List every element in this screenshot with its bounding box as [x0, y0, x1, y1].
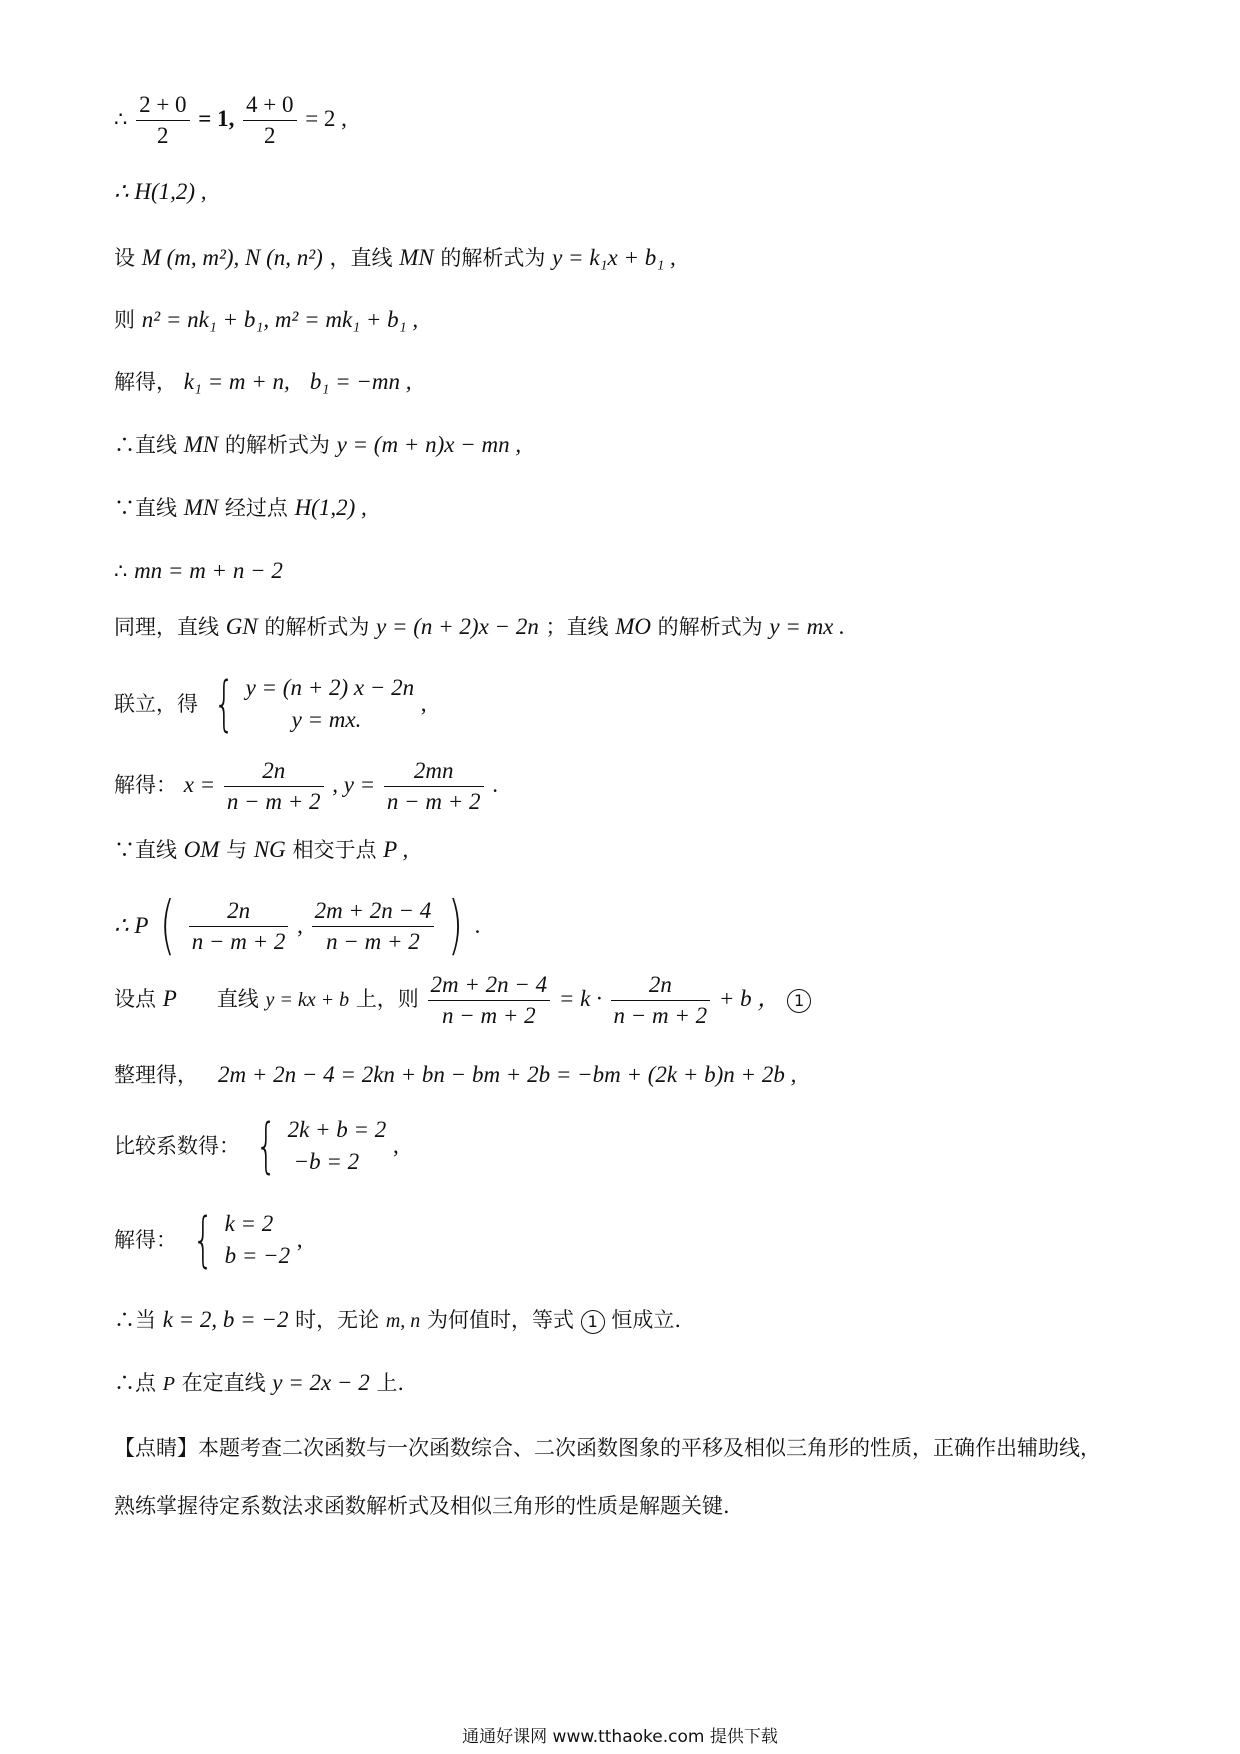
math-text: y = mx .	[769, 614, 845, 639]
circled-one-icon: 1	[787, 989, 811, 1013]
equation-system	[225, 1208, 291, 1272]
equation-system	[288, 1114, 387, 1178]
line-11	[114, 758, 498, 815]
text: 时，无论	[295, 1308, 380, 1332]
math-text: = k ·	[558, 986, 602, 1011]
math-text: ,	[297, 913, 303, 938]
fraction-numerator: 2n	[227, 897, 251, 923]
left-brace-icon: {	[192, 1205, 214, 1275]
fraction-numerator: 4 + 0	[246, 92, 294, 117]
fraction	[224, 758, 324, 815]
fraction	[243, 92, 296, 149]
system-row: k = 2	[224, 1211, 274, 1236]
text: 则	[114, 308, 135, 332]
line-4	[114, 306, 418, 334]
fraction-numerator: 2 + 0	[139, 92, 187, 117]
therefore-symbol: ∴	[114, 107, 128, 131]
math-text: ,	[296, 1227, 303, 1252]
math-text: ,	[393, 1133, 399, 1158]
system-row: b = −2	[224, 1243, 291, 1268]
text: 解得：	[114, 773, 177, 797]
text: 恒成立.	[611, 1308, 682, 1332]
fraction-denominator: n − m + 2	[613, 1003, 708, 1028]
text: 直线	[216, 987, 259, 1011]
line-14	[114, 972, 811, 1029]
math-text: NG	[253, 837, 286, 862]
math-text: GN	[225, 614, 258, 639]
system-row: 2k + b = 2	[287, 1117, 387, 1142]
left-paren-icon: (	[160, 889, 176, 963]
fraction-numerator: 2m + 2n − 4	[314, 897, 432, 923]
text: 相交于点	[292, 838, 377, 862]
line-20: 【点睛】本题考查二次函数与一次函数综合、二次函数图象的平移及相似三角形的性质，正确作出辅助线，	[114, 1436, 1101, 1460]
math-text: y = k₁x + b₁ ,	[552, 245, 676, 270]
fraction-denominator: n − m + 2	[386, 789, 481, 814]
line-5	[114, 368, 411, 396]
text: 经过点	[224, 496, 288, 520]
system-row: y = (n + 2) x − 2n	[245, 675, 415, 700]
right-paren-icon: )	[447, 889, 463, 963]
line-21: 熟练掌握待定系数法求函数解析式及相似三角形的性质是解题关键.	[114, 1494, 730, 1518]
line-8	[114, 557, 283, 585]
line-10	[114, 669, 427, 739]
fraction-numerator: 2n	[262, 758, 286, 783]
line-1	[114, 92, 347, 149]
fraction	[312, 898, 435, 955]
fraction	[384, 758, 484, 815]
line-15	[114, 1061, 796, 1089]
math-text: H(1,2) ,	[294, 495, 367, 520]
text: ∴点	[114, 1371, 156, 1395]
text: 的解析式为	[264, 615, 370, 639]
text: 同理，直线	[114, 615, 219, 639]
text: 上.	[376, 1371, 405, 1395]
math-text: MO	[615, 614, 651, 639]
text: 联立，得	[114, 692, 198, 716]
math-text: M (m, m²), N (n, n²)	[141, 245, 323, 270]
fraction	[611, 972, 711, 1029]
text: 整理得，	[114, 1063, 198, 1087]
equation-system	[246, 672, 415, 736]
math-text: m, n	[385, 1310, 421, 1332]
math-text: OM	[183, 837, 220, 862]
line-2: ∴ H(1,2) ,	[114, 179, 207, 204]
math-text: ,	[420, 691, 427, 716]
fraction-denominator: 2	[157, 123, 169, 148]
line-19	[114, 1369, 404, 1398]
text: ∵直线	[114, 838, 177, 862]
math-text: = 1,	[198, 106, 235, 131]
math-text: b₁ = −mn ,	[309, 369, 412, 394]
line-7	[114, 494, 367, 522]
system-row: −b = 2	[293, 1149, 360, 1174]
math-text: y = (m + n)x − mn ,	[336, 432, 522, 457]
text: 设点	[114, 987, 156, 1011]
fraction-denominator: 2	[264, 123, 276, 148]
math-text: MN	[183, 495, 219, 520]
circled-one-icon: 1	[581, 1310, 605, 1334]
math-text: x =	[183, 772, 216, 797]
math-text: n² = nk₁ + b₁, m² = mk₁ + b₁ ,	[141, 307, 419, 332]
line-9	[114, 613, 845, 641]
math-text: P	[162, 986, 177, 1011]
fraction-numerator: 2m + 2n − 4	[430, 972, 548, 997]
system-row: y = mx.	[291, 707, 362, 732]
therefore-symbol: ∴	[114, 559, 128, 583]
fraction-numerator: 2mn	[413, 758, 454, 783]
text: 解得，	[114, 370, 177, 394]
text: 的解析式为	[657, 615, 763, 639]
fraction-numerator: 2n	[648, 972, 672, 997]
text: 上，则	[355, 987, 419, 1011]
text: 的解析式为	[440, 246, 546, 270]
left-brace-icon: {	[213, 669, 235, 739]
text: 的解析式为	[224, 433, 330, 457]
math-text: = 2 ,	[305, 106, 347, 131]
math-text: P ,	[383, 837, 409, 862]
math-text: k₁ = m + n,	[183, 369, 290, 394]
line-13	[114, 889, 481, 963]
line-3	[114, 244, 676, 272]
text: 解得：	[114, 1228, 177, 1252]
line-12	[114, 836, 408, 864]
math-text: P	[162, 1373, 175, 1395]
math-text: MN	[183, 432, 219, 457]
text: ；直线	[545, 615, 609, 639]
text: ∴当	[114, 1308, 156, 1332]
line-17	[114, 1205, 303, 1275]
page-footer: 通通好课网 www.tthaoke.com 提供下载	[462, 1727, 778, 1747]
math-text: k = 2, b = −2	[162, 1307, 289, 1332]
fraction-denominator: n − m + 2	[326, 928, 420, 954]
text: 为何值时，等式	[426, 1308, 574, 1332]
fraction	[428, 972, 551, 1029]
math-text: y = 2x − 2	[272, 1370, 370, 1395]
math-text: + b ，	[718, 986, 781, 1011]
math-text: .	[474, 913, 481, 938]
left-brace-icon: {	[255, 1111, 277, 1181]
line-16	[114, 1111, 399, 1181]
fraction-denominator: n − m + 2	[226, 789, 321, 814]
fraction	[136, 92, 189, 149]
fraction	[189, 898, 289, 955]
text: ∴直线	[114, 433, 177, 457]
math-text: .	[492, 772, 498, 797]
text: 在定直线	[181, 1371, 266, 1395]
line-18	[114, 1306, 681, 1335]
math-text: y = kx + b	[265, 989, 350, 1011]
math-text: , y =	[332, 772, 376, 797]
text: ，直线	[329, 246, 393, 270]
text: 与	[226, 838, 248, 862]
math-text: ∴ P	[114, 913, 149, 938]
text: 设	[114, 246, 135, 270]
text: ∵直线	[114, 496, 177, 520]
math-text: y = (n + 2)x − 2n	[376, 614, 539, 639]
math-text: MN	[399, 245, 434, 270]
text: 比较系数得：	[114, 1134, 240, 1158]
fraction-denominator: n − m + 2	[442, 1003, 536, 1028]
line-6	[114, 431, 521, 459]
fraction-denominator: n − m + 2	[191, 928, 286, 954]
math-text: 2m + 2n − 4 = 2kn + bn − bm + 2b = −bm + (2k + b)n + 2b ,	[218, 1062, 797, 1087]
math-text: mn = m + n − 2	[134, 558, 283, 583]
